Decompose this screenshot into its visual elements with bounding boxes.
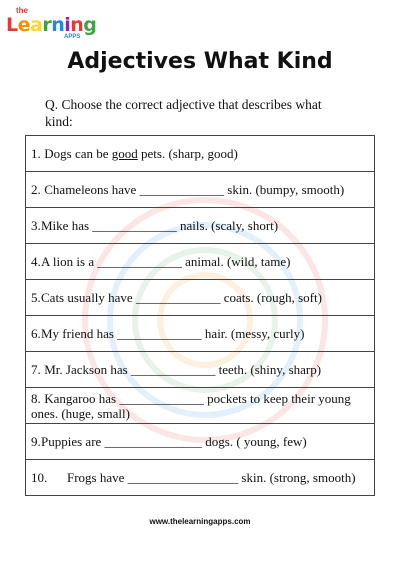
- question-number: 8.: [31, 390, 41, 406]
- question-cell: [26, 280, 375, 316]
- brand-logo: [6, 6, 96, 40]
- logo-letter: n: [51, 14, 65, 36]
- table-row: [26, 280, 375, 316]
- table-row: [26, 460, 375, 496]
- question-text: Kangaroo has _____________ pockets to keep their young ones. (huge, small): [31, 390, 351, 421]
- question-text: Mr. Jackson has _____________ teeth. (shiny, sharp): [44, 362, 322, 377]
- question-instruction: Q. Choose the correct adjective that describes what kind:: [45, 97, 322, 129]
- page-title: Adjectives What Kind: [67, 49, 333, 74]
- logo-the-text: the: [16, 6, 28, 15]
- logo-letter: g: [83, 14, 97, 36]
- question-number: 5.: [31, 290, 41, 305]
- question-text-tail: pets. (sharp, good): [137, 146, 238, 161]
- logo-letter: r: [42, 14, 52, 36]
- logo-letter: e: [17, 14, 30, 36]
- question-text: My friend has _____________ hair. (messy, curly): [41, 326, 305, 341]
- question-number: 1.: [31, 146, 41, 161]
- logo-letter: n: [70, 14, 84, 36]
- table-row: [26, 316, 375, 352]
- footer-website: www.thelearningapps.com: [149, 517, 251, 526]
- question-cell: [26, 460, 375, 496]
- table-row: [26, 172, 375, 208]
- question-number: 7.: [31, 362, 41, 377]
- question-text: A lion is a _____________ animal. (wild, tame): [41, 254, 291, 269]
- question-cell: [26, 316, 375, 352]
- table-row: [26, 208, 375, 244]
- question-number: 6.: [31, 326, 41, 341]
- question-number: 2.: [31, 182, 41, 197]
- question-answer-example: good: [111, 146, 138, 161]
- question-cell: [26, 244, 375, 280]
- logo-apps-text: APPS: [64, 34, 81, 40]
- table-row: [26, 424, 375, 460]
- table-row: [26, 388, 375, 424]
- table-row: [26, 136, 375, 172]
- question-text: Puppies are _______________ dogs. ( young, few): [41, 434, 307, 449]
- question-text: Cats usually have _____________ coats. (rough, soft): [41, 290, 322, 305]
- logo-letter: a: [30, 14, 43, 36]
- table-row: [26, 244, 375, 280]
- logo-learning-text: [6, 14, 96, 36]
- question-number: 3.: [31, 218, 41, 233]
- question-text: Dogs can be: [44, 146, 112, 161]
- question-cell: [26, 172, 375, 208]
- question-text: Frogs have _________________ skin. (strong, smooth): [67, 470, 356, 485]
- question-text: Chameleons have _____________ skin. (bumpy, smooth): [44, 182, 345, 197]
- question-number: 10.: [31, 470, 48, 485]
- question-text: Mike has _____________ nails. (scaly, short): [41, 218, 279, 233]
- question-number: 4.: [31, 254, 41, 269]
- question-cell: [26, 424, 375, 460]
- question-cell: [26, 352, 375, 388]
- questions-table: [25, 135, 375, 496]
- question-cell: [26, 136, 375, 172]
- question-cell: [26, 388, 375, 424]
- question-cell: [26, 208, 375, 244]
- logo-letter: i: [64, 14, 71, 36]
- question-number: 9.: [31, 434, 41, 449]
- logo-letter: L: [6, 14, 18, 36]
- table-row: [26, 352, 375, 388]
